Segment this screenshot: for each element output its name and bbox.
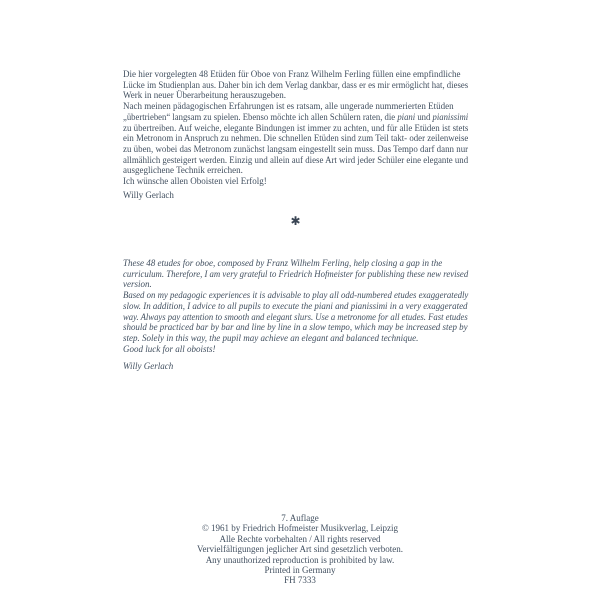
text-line: way. Always pay attention to smooth and elegant slurs. Use a metronome for all etudes. Fast etudes — [123, 311, 468, 322]
text-line: „übertrieben“ langsam zu spielen. Ebenso möchte ich allen Schülern raten, die piani und pianissimi — [123, 111, 469, 122]
separator-asterisk-icon: ✱ — [290, 214, 301, 228]
text-line: ausgeglichene Technik erreichen. — [123, 165, 243, 176]
text-line: © 1961 by Friedrich Hofmeister Musikverlag, Leipzig — [201, 523, 399, 534]
text-line: Any unauthorized reproduction is prohibited by law. — [205, 554, 395, 565]
text-line: Good luck for all oboists! — [123, 343, 216, 354]
text-line: allmählich gesteigert werden. Einzig und allein auf diese Art wird jeder Schüler eine elegante und — [123, 154, 469, 165]
imprint — [0, 513, 600, 586]
text-line: Ich wünsche allen Oboisten viel Erfolg! — [123, 176, 267, 187]
signature-german: Willy Gerlach — [123, 190, 174, 200]
text-line: should be practiced bar by bar and line by line in a slow tempo, which may be increased step by — [123, 322, 468, 333]
text-line: version. — [123, 279, 152, 290]
text-line: FH 7333 — [284, 575, 316, 586]
text-line: Nach meinen pädagogischen Erfahrungen ist es ratsam, alle ungerade nummerierten Etüden — [123, 101, 454, 112]
preface-german — [123, 69, 468, 187]
text-line: slow. In addition, I advice to all pupils to execute the piani and pianissimi in a very exaggerated — [123, 300, 468, 311]
signature-english: Willy Gerlach — [123, 361, 174, 371]
text-line: Based on my pedagogic experiences it is advisable to play all odd-numbered etudes exaggeratedly — [123, 290, 469, 301]
text-line: Lücke im Studienplan aus. Daher bin ich dem Verlag dankbar, dass er es mir ermöglicht hat, dieses — [123, 79, 469, 90]
text-line: Die hier vorgelegten 48 Etüden für Oboe von Franz Wilhelm Ferling füllen eine empfindliche — [123, 69, 461, 79]
text-line: zu übertreiben. Auf weiche, elegante Bindungen ist immer zu achten, und für alle Etüden ist stets — [123, 122, 469, 133]
text-line: Alle Rechte vorbehalten / All rights reserved — [219, 533, 381, 544]
text-line: curriculum. Therefore, I am very grateful to Friedrich Hofmeister for publishing these new revised — [123, 268, 469, 279]
text-line: zu üben, wobei das Metronom zunächst langsam eingestellt sein muss. Das Tempo darf dann nur — [123, 143, 469, 154]
preface-english — [123, 258, 468, 354]
text-line: step. Solely in this way, the pupil may achieve an elegant and balanced technique. — [123, 332, 419, 343]
text-line: These 48 etudes for oboe, composed by Franz Wilhelm Ferling, help closing a gap in the — [123, 258, 443, 268]
text-line: 7. Auflage — [281, 513, 319, 523]
text-line: Vervielfältigungen jeglicher Art sind gesetzlich verboten. — [197, 544, 403, 555]
text-line: Werk in neuer Überarbeitung herauszugeben. — [123, 90, 286, 101]
text-line: ein Metronom in Anspruch zu nehmen. Die schnellen Etüden sind zum Teil takt- oder zeilenweise — [123, 133, 469, 144]
text-line: Printed in Germany — [264, 565, 336, 576]
